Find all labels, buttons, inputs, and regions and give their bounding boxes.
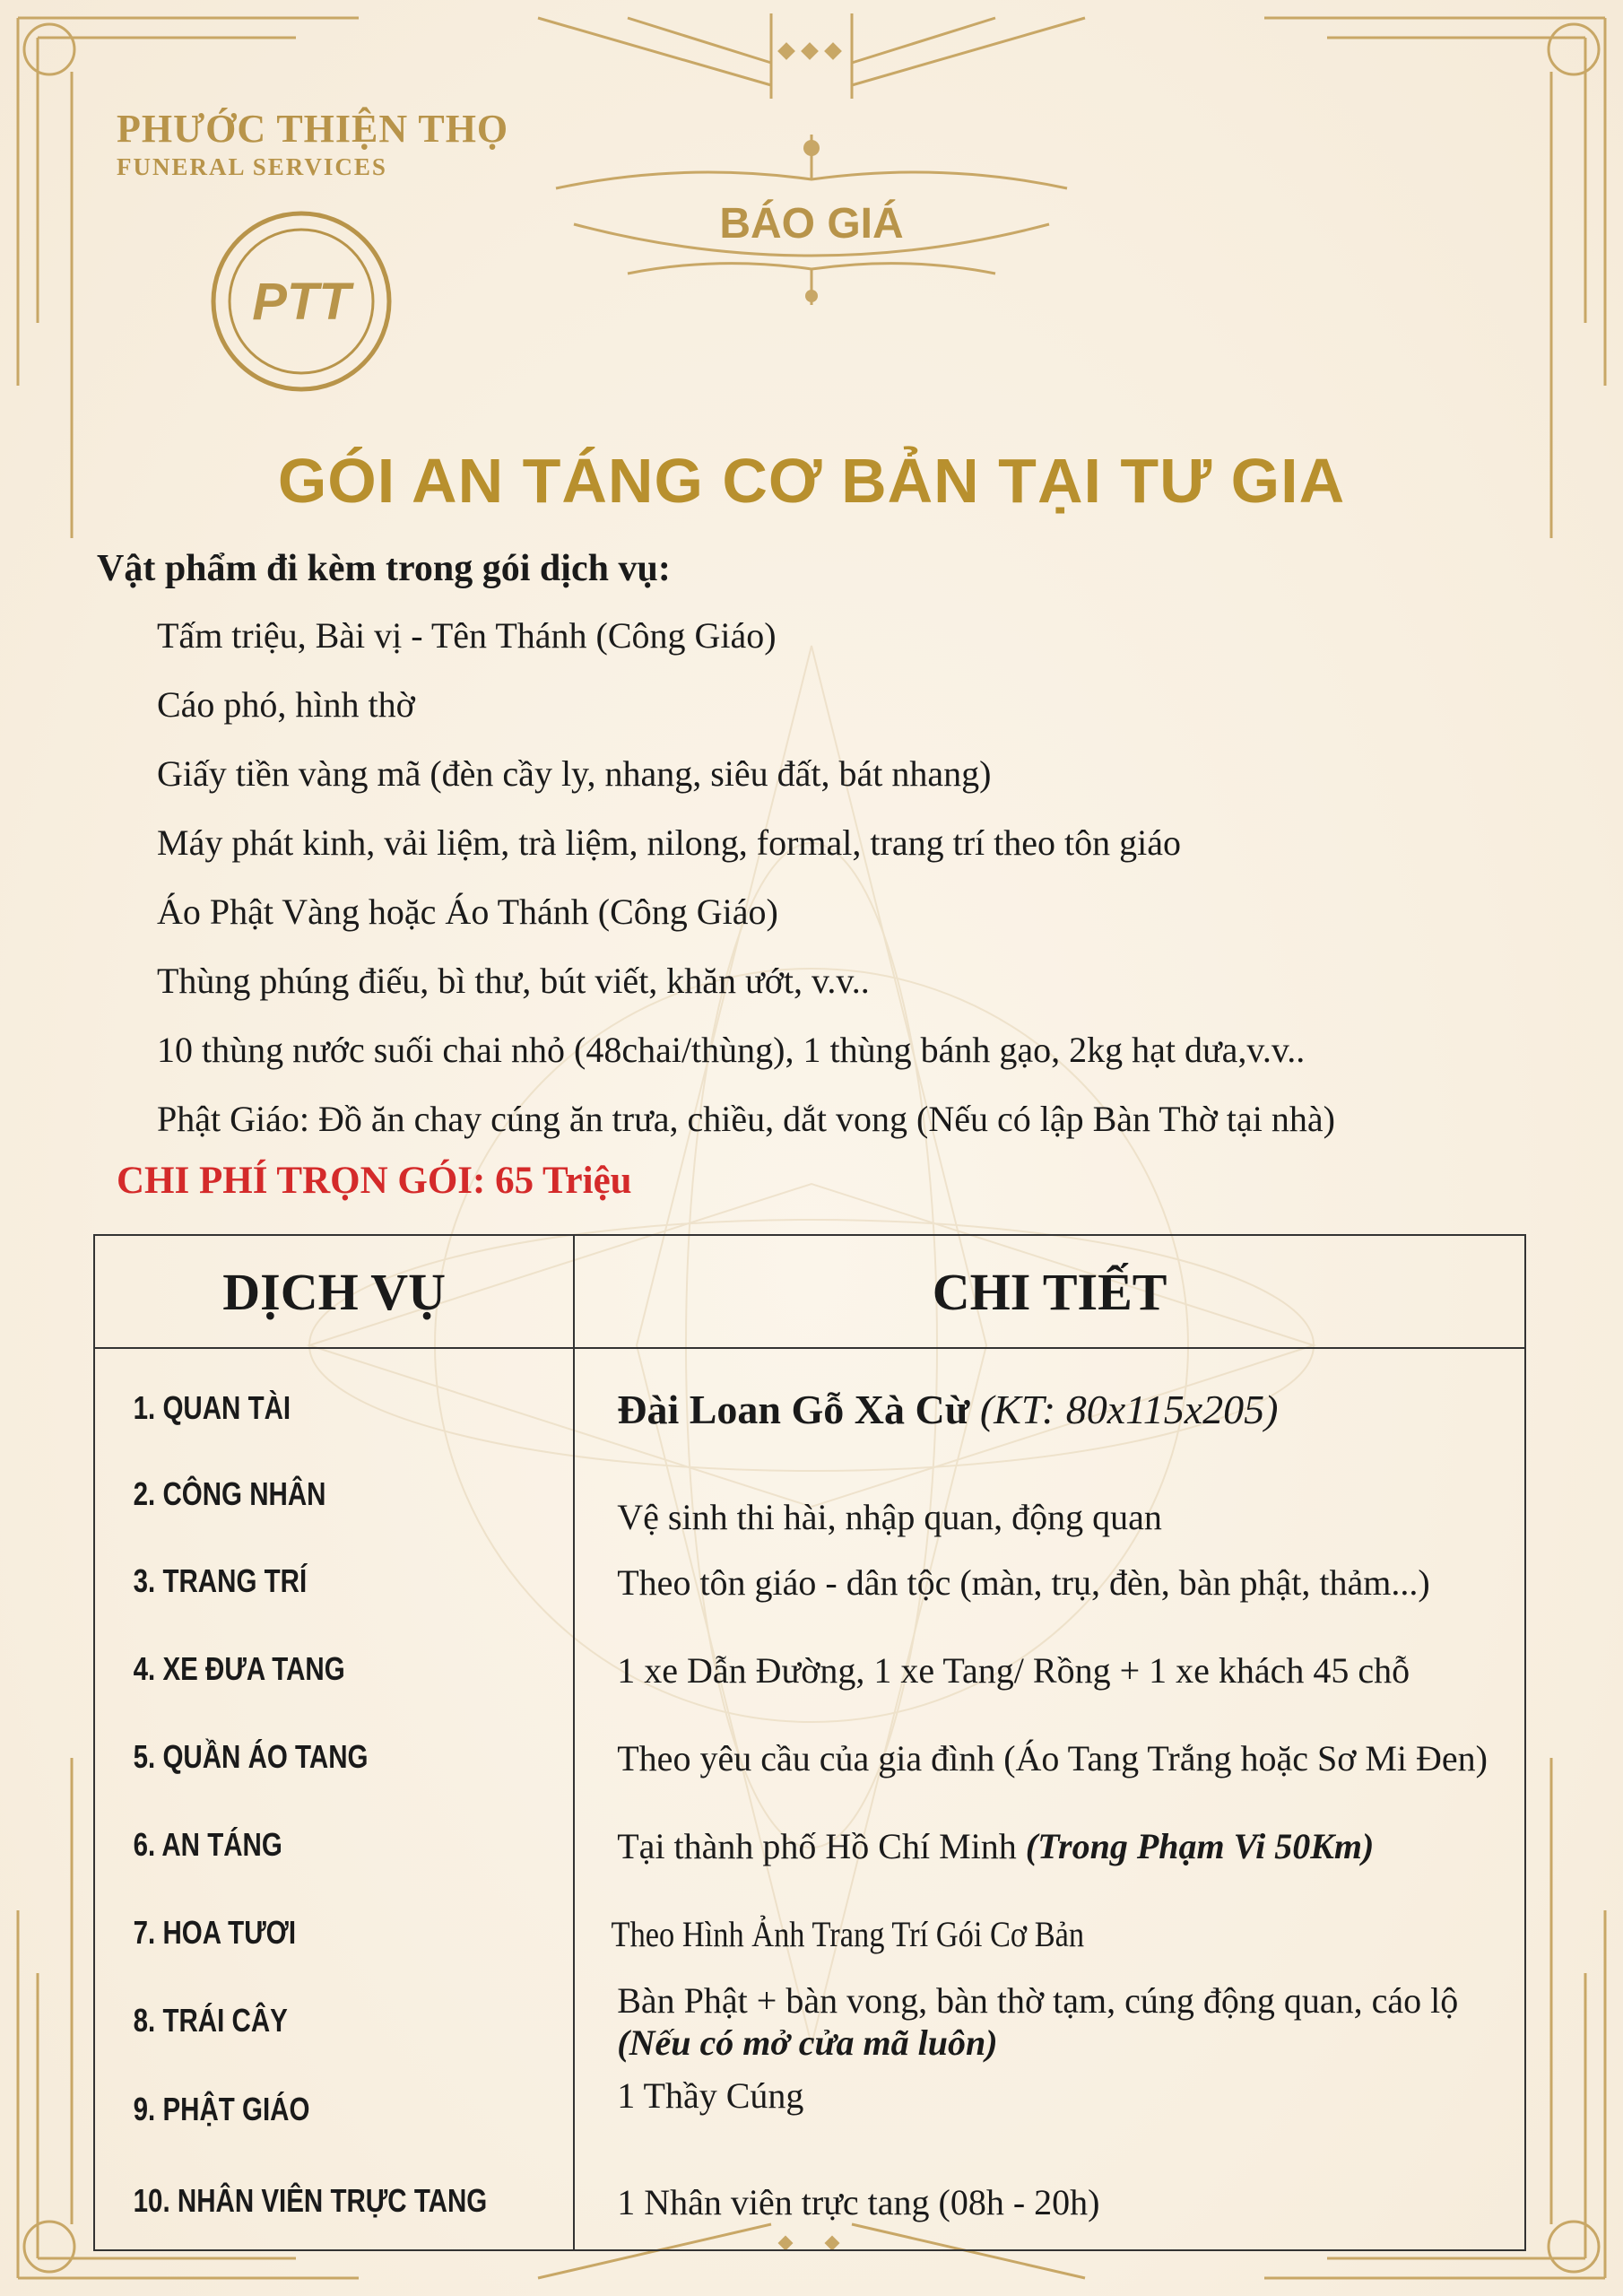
service-column [94,1348,574,2250]
quote-badge: BÁO GIÁ [719,200,904,248]
detail-note: (Nếu có mở cửa mã luôn) [617,2022,998,2063]
header-detail: CHI TIẾT [574,1235,1525,1348]
list-item: Áo Phật Vàng hoặc Áo Thánh (Công Giáo) [157,891,778,932]
list-item: Phật Giáo: Đồ ăn chay cúng ăn trưa, chiều, dắt vong (Nếu có lập Bàn Thờ tại nhà) [157,1099,1335,1139]
detail-text: Tại thành phố Hồ Chí Minh [617,1825,1017,1866]
brand-name: PHƯỚC THIỆN THỌ [117,107,509,151]
service-name: 6. AN TÁNG [133,1826,282,1863]
table-body-row [94,1348,1525,2250]
detail-column [574,1348,1525,2250]
list-item: 10 thùng nước suối chai nhỏ (48chai/thùng), 1 thùng bánh gạo, 2kg hạt dưa,v.v.. [157,1030,1306,1070]
list-item: Cáo phó, hình thờ [157,684,415,725]
service-detail: Theo Hình Ảnh Trang Trí Gói Cơ Bản [611,1913,1085,1954]
service-detail: 1 Nhân viên trực tang (08h - 20h) [617,2181,1100,2222]
brand-block [117,106,508,181]
page-title: GÓI AN TÁNG CƠ BẢN TẠI TƯ GIA [277,446,1346,516]
service-name: 8. TRÁI CÂY [133,2002,288,2039]
services-table [93,1234,1526,2251]
detail-note: (KT: 80x115x205) [979,1386,1279,1432]
detail-text: Đài Loan Gỗ Xà Cừ [617,1386,970,1432]
list-item: Giấy tiền vàng mã (đèn cầy ly, nhang, siêu đất, bát nhang) [157,753,992,794]
service-detail: 1 Thầy Cúng [617,2075,804,2116]
service-detail: Theo tôn giáo - dân tộc (màn, trụ, đèn, bàn phật, thảm...) [617,1561,1430,1603]
header-service: DỊCH VỤ [94,1235,574,1348]
list-item: Máy phát kinh, vải liệm, trà liệm, nilong, formal, trang trí theo tôn giáo [157,822,1181,863]
service-detail: Vệ sinh thi hài, nhập quan, động quan [617,1497,1162,1537]
service-name: 2. CÔNG NHÂN [133,1475,326,1512]
service-name: 5. QUẦN ÁO TANG [133,1738,369,1775]
detail-note: (Trong Phạm Vi 50Km) [1025,1825,1375,1866]
service-name: 1. QUAN TÀI [133,1389,291,1426]
brand-subtitle: FUNERAL SERVICES [117,153,387,180]
service-detail: Theo yêu cầu của gia đình (Áo Tang Trắng hoặc Sơ Mi Đen) [617,1737,1488,1779]
items-heading: Vật phẩm đi kèm trong gói dịch vụ: [97,548,671,589]
service-detail: 1 xe Dẫn Đường, 1 xe Tang/ Rồng + 1 xe khách 45 chỗ [617,1649,1410,1691]
service-name: 7. HOA TƯƠI [133,1914,297,1951]
service-detail [576,1825,1374,1867]
service-name: 10. NHÂN VIÊN TRỰC TANG [133,2182,488,2219]
table-header-row [94,1235,1525,1348]
service-detail: Bàn Phật + bàn vong, bàn thờ tạm, cúng động quan, cáo lộ [617,1980,1459,2021]
service-detail [576,1386,1278,1433]
list-item: Tấm triệu, Bài vị - Tên Thánh (Công Giáo) [157,615,777,656]
logo-text: PTT [252,273,351,331]
package-price: CHI PHÍ TRỌN GÓI: 65 Triệu [117,1160,632,1202]
service-name: 4. XE ĐƯA TANG [133,1650,345,1687]
list-item: Thùng phúng điếu, bì thư, bút viết, khăn ướt, v.v.. [157,961,870,1001]
service-name: 3. TRANG TRÍ [133,1562,308,1599]
service-name: 9. PHẬT GIÁO [133,2091,310,2127]
included-items-list [157,615,1335,1168]
